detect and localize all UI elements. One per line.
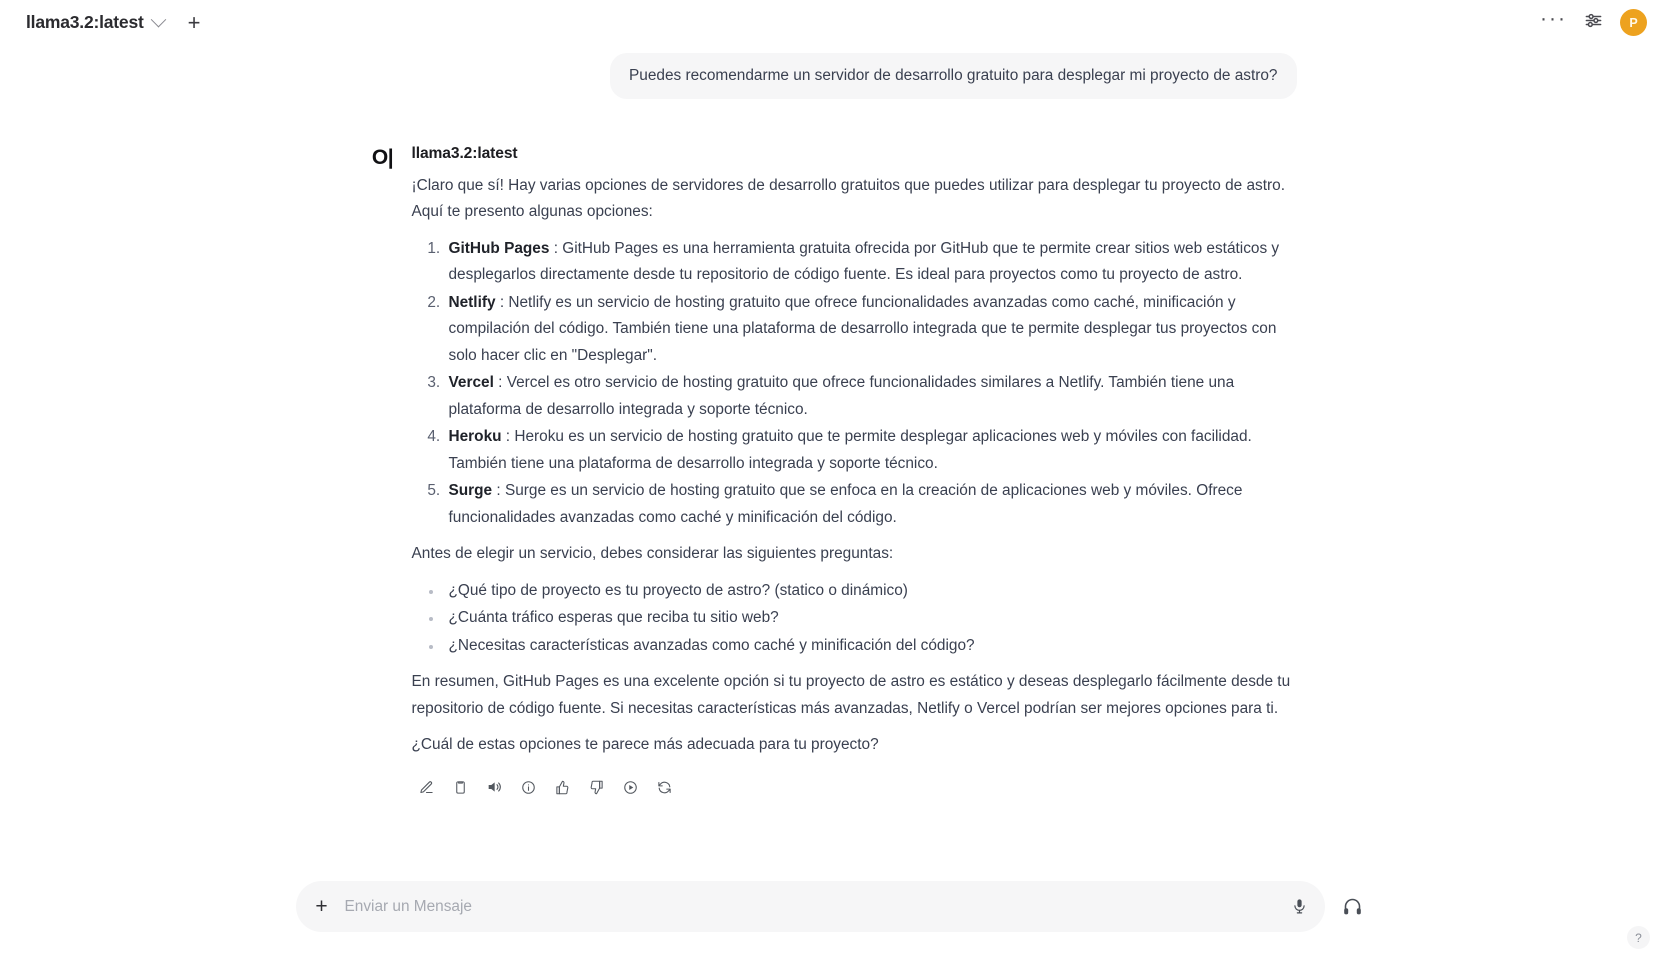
ollama-logo-icon: O| (371, 145, 394, 169)
user-message-row (367, 53, 1297, 99)
assistant-message-body (398, 145, 1297, 800)
copy-icon[interactable] (448, 775, 473, 800)
headphones-icon[interactable] (1338, 892, 1368, 922)
assistant-message-row (367, 145, 1297, 800)
info-icon[interactable] (516, 775, 541, 800)
services-numbered-list (412, 236, 1297, 531)
list-item-text: : Surge es un servicio de hosting gratuito que se enfoca en la creación de aplicaciones web y móviles. Ofrece funcionalidades avanzadas como caché y minificación del código. (448, 482, 1243, 526)
thumbs-down-icon[interactable] (584, 775, 609, 800)
message-input[interactable] (345, 898, 1279, 916)
list-item-text: : Netlify es un servicio de hosting gratuito que ofrece funcionalidades avanzadas como caché, minificación y compilación del código. También tiene una plataforma de desarrollo integrada que te permite desplegar tus proyectos con solo hacer clic en "Desplegar". (448, 293, 1277, 364)
list-item-term: Netlify (448, 293, 496, 311)
list-item: ¿Qué tipo de proyecto es tu proyecto de astro? (statico o dinámico) (445, 578, 1297, 604)
edit-icon[interactable] (414, 775, 439, 800)
closing-question-paragraph: ¿Cuál de estas opciones te parece más adecuada para tu proyecto? (411, 736, 879, 754)
composer-area (0, 835, 1663, 961)
composer-row (296, 835, 1368, 961)
summary-paragraph: En resumen, GitHub Pages es una excelente opción si tu proyecto de astro es estático y deseas desplegarlo fácilmente desde tu repositorio de código fuente. Si necesitas características más avanzadas, Netlify o Vercel podrían ser mejores opciones para ti. (411, 673, 1291, 717)
list-item-text: : Vercel es otro servicio de hosting gratuito que ofrece funcionalidades similares a Netlify. También tiene una plataforma de desarrollo integrada y soporte técnico. (448, 374, 1235, 418)
new-chat-button[interactable]: + (187, 9, 201, 35)
list-item-term: Heroku (448, 428, 502, 446)
list-item (445, 370, 1297, 423)
assistant-intro-paragraph: ¡Claro que sí! Hay varias opciones de servidores de desarrollo gratuitos que puedes utilizar para desplegar tu proyecto de astro. Aquí te presento algunas opciones: (411, 176, 1285, 221)
list-item: ¿Necesitas características avanzadas como caché y minificación del código? (445, 633, 1297, 659)
list-item: ¿Cuánta tráfico esperas que reciba tu sitio web? (445, 605, 1297, 631)
model-selector[interactable] (22, 9, 168, 36)
thumbs-up-icon[interactable] (550, 775, 575, 800)
questions-bullet-list (412, 578, 1297, 659)
chevron-down-icon (150, 12, 166, 28)
user-message-bubble: Puedes recomendarme un servidor de desarrollo gratuito para desplegar mi proyecto de astro? (610, 53, 1296, 99)
message-actions-toolbar (412, 775, 1297, 800)
chat-scroll-area[interactable] (0, 45, 1663, 835)
attach-button[interactable]: + (315, 895, 328, 918)
assistant-avatar (368, 147, 398, 800)
chat-controls-icon[interactable] (1584, 11, 1603, 35)
avatar[interactable] (1620, 9, 1647, 36)
read-aloud-icon[interactable] (482, 775, 507, 800)
list-item-term: GitHub Pages (448, 239, 550, 257)
list-item (445, 290, 1297, 369)
microphone-icon[interactable] (1291, 898, 1308, 915)
assistant-name-label: llama3.2:latest (411, 144, 518, 162)
more-options-button[interactable]: ··· (1540, 7, 1567, 30)
top-bar (0, 0, 1663, 45)
list-item (445, 236, 1297, 289)
list-item-term: Vercel (448, 374, 494, 392)
list-item-text: : Heroku es un servicio de hosting gratuito que te permite desplegar aplicaciones web y móviles con facilidad. También tiene una plataforma de desarrollo integrada y soporte técnico. (448, 428, 1252, 472)
list-item (445, 478, 1297, 531)
top-bar-actions (1540, 9, 1647, 36)
continue-response-icon[interactable] (618, 775, 643, 800)
regenerate-icon[interactable] (652, 775, 677, 800)
avatar-initial: P (1629, 15, 1638, 30)
list-item-text: : GitHub Pages es una herramienta gratuita ofrecida por GitHub que te permite crear sitios web estáticos y desplegarlos directamente desde tu repositorio de código fuente. Es ideal para proyectos como tu proyecto de astro. (448, 239, 1280, 284)
message-composer[interactable] (296, 881, 1325, 932)
list-item (445, 424, 1297, 477)
help-button[interactable]: ? (1627, 926, 1650, 949)
chat-messages (367, 45, 1297, 800)
questions-intro-paragraph: Antes de elegir un servicio, debes considerar las siguientes preguntas: (411, 545, 894, 563)
list-item-term: Surge (448, 482, 493, 500)
model-name-label: llama3.2:latest (26, 12, 144, 32)
